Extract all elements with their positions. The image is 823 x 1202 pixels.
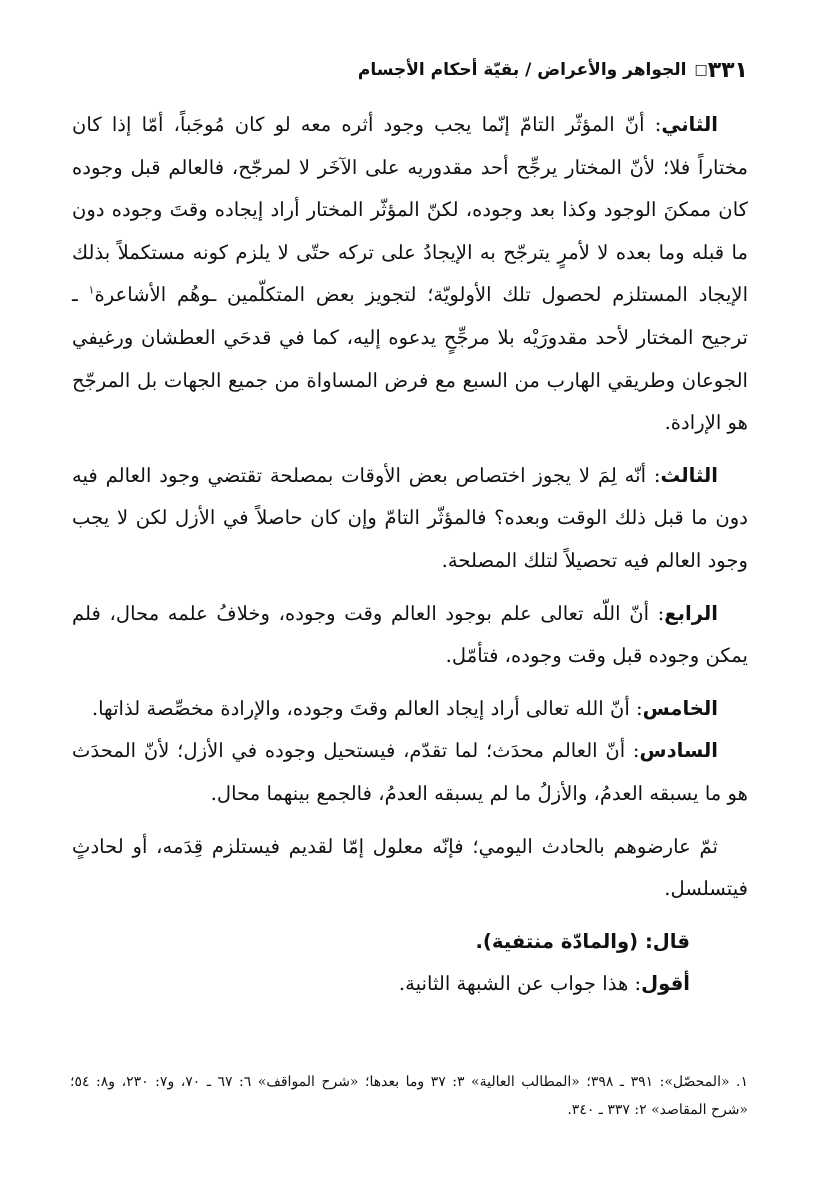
answer-label: أقول <box>641 972 690 996</box>
running-header <box>78 52 748 88</box>
paragraph-lead: الثالث <box>660 463 718 487</box>
paragraph-lead: الرابع <box>664 601 718 625</box>
running-title: الجواهر والأعراض / بقيّة أحكام الأجسام <box>357 60 687 80</box>
paragraph-text: ثمّ عارضوهم بالحادث اليومي؛ فإنّه معلول إمّا لقديم فيستلزم قِدَمه، أو لحادثٍ فيتسلسل. <box>72 834 748 901</box>
paragraph-fifth <box>72 688 748 731</box>
paragraph-lead: الخامس <box>642 696 718 720</box>
quote-line <box>72 921 748 964</box>
main-text <box>72 104 748 1006</box>
answer-text: : هذا جواب عن الشبهة الثانية. <box>398 972 642 996</box>
paragraph-text: : أنّ الله تعالى أراد إيجاد العالم وقتَ وجوده، والإرادة مخصِّصة لذاتها. <box>91 696 643 720</box>
paragraph-third <box>72 455 748 583</box>
paragraph-text: : أنّ العالم محدَث؛ لما تقدّم، فيستحيل وجوده في الأزل؛ لأنّ المحدَث هو ما يسبقه العدمُ، والأزلُ ما لم يسبقه العدمُ، فالجمع بينهما محال. <box>72 739 748 805</box>
paragraph-text: : أنّ المؤثّر التامّ إنّما يجب وجود أثره معه لو كان مُوجَباً، أمّا إذا كان مختاراً فلا؛ لأنّ المختار يرجِّح أحد مقدوريه على الآخَر لا لمرجّح، فالعالم قبل وجوده كان ممكنَ الوجود وكذا بعد وجوده، لكنّ المؤثّر المختار أراد إيجاده وقتَ وجوده دون ما قبله وما بعده لا لأمرٍ يترجّح به الإيجادُ على تركه حتّى لا يلزم كونه مستكملاً بذلك الإيجاد المستلزم لحصول تلك الأولويّة؛ لتجويز بعض المتكلّمين ـوهُم الأشاعرة <box>72 113 749 307</box>
quote-text: : (والمادّة منتفية). <box>475 929 653 953</box>
footnote-ref[interactable]: ١ <box>88 283 95 297</box>
paragraph-lead: الثاني <box>661 113 718 136</box>
page-number: ٣٣١ <box>707 57 748 83</box>
paragraph-lead: السادس <box>639 739 718 763</box>
paragraph-sixth <box>72 730 748 815</box>
paragraph-second <box>72 104 748 445</box>
paragraph-objection <box>72 826 748 911</box>
quote-label: قال <box>652 929 690 953</box>
header-separator: □ <box>694 62 708 78</box>
footnotes <box>70 1068 748 1124</box>
footnote-item: ١. «المحصّل»: ٣٩١ ـ ٣٩٨؛ «المطالب العالية» ٣: ٣٧ وما بعدها؛ «شرح المواقف» ٦: ٦٧ ـ ٧٠، و٧: ٢٣٠، و٨: ٥٤؛ «شرح المقاصد» ٢: ٣٣٧ ـ ٣٤٠. <box>70 1074 749 1118</box>
paragraph-text: : أنّ اللّه تعالى علم بوجود العالم وقت وجوده، وخلافُ علمه محال، فلم يمكن وجوده قبل وقت وجوده، فتأمّل. <box>72 601 748 668</box>
paragraph-text-cont: ـ ترجيح المختار لأحد مقدورَيْه بلا مرجِّحٍ يدعوه إليه، كما في قدحَي العطشان ورغيفي الجوعان وطريقي الهارب من السبع مع فرض المساواة من جميع الجهات بل المرجّح هو الإرادة. <box>72 283 748 435</box>
paragraph-text: : أنّه لِمَ لا يجوز اختصاص بعض الأوقات بمصلحة تقتضي وجود العالم فيه دون ما قبل ذلك الوقت وبعده؟ فالمؤثّر التامّ وإن كان حاصلاً في الأزل لكن لا يجب وجود العالم فيه تحصيلاً لتلك المصلحة. <box>72 463 748 572</box>
answer-line <box>72 963 748 1006</box>
paragraph-fourth <box>72 593 748 678</box>
